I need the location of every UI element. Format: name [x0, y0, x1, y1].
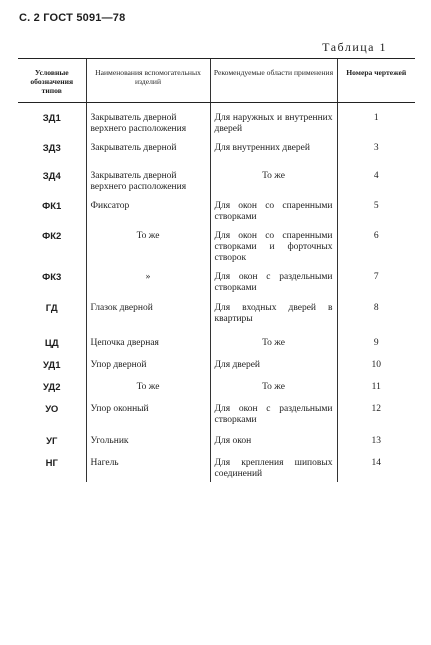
application-area-cell: Для дверей: [210, 352, 337, 374]
application-area-cell: Для внутренних дверей: [210, 135, 337, 163]
item-name-cell: То же: [86, 374, 210, 396]
application-area-cell: То же: [210, 374, 337, 396]
application-area-cell: Для окон со спаренными створками: [210, 193, 337, 223]
table-row: [18, 103, 415, 136]
item-name-cell: Нагель: [86, 450, 210, 482]
type-code-cell: УД2: [43, 382, 61, 393]
application-area-cell: Для крепления шиповых соединений: [210, 450, 337, 482]
table-row: [18, 295, 415, 330]
drawing-number-cell: 7: [337, 264, 415, 295]
drawing-number-cell: 14: [337, 450, 415, 482]
drawing-number-cell: 9: [337, 330, 415, 352]
table-title: Таблица 1: [322, 40, 387, 54]
page-header: С. 2 ГОСТ 5091—78: [19, 12, 126, 24]
drawing-number-cell: 3: [337, 135, 415, 163]
drawing-number-cell: 12: [337, 396, 415, 428]
type-code-cell: ЗД1: [42, 113, 61, 124]
drawing-number-cell: 8: [337, 295, 415, 330]
item-name-cell: Фиксатор: [86, 193, 210, 223]
application-area-cell: Для наружных и внутренних дверей: [210, 103, 337, 136]
column-header-application-area: Рекомендуемые области применения: [210, 59, 337, 103]
type-code-cell: ЗД4: [42, 171, 61, 182]
application-area-cell: То же: [210, 330, 337, 352]
item-name-cell: Закрыватель дверной: [86, 135, 210, 163]
table-row: [18, 223, 415, 264]
type-code-cell: УО: [45, 404, 59, 415]
column-header-drawing-number: Номера чертежей: [337, 59, 415, 103]
drawing-number-cell: 6: [337, 223, 415, 264]
table-row: [18, 193, 415, 223]
table-row: [18, 352, 415, 374]
drawing-number-cell: 11: [337, 374, 415, 396]
item-name-cell: Цепочка дверная: [86, 330, 210, 352]
type-code-cell: ФК3: [42, 272, 62, 283]
table-row: [18, 135, 415, 163]
drawing-number-cell: 1: [337, 103, 415, 136]
table-row: [18, 264, 415, 295]
table-row: [18, 428, 415, 450]
item-name-cell: Упор оконный: [86, 396, 210, 428]
item-name-cell: Глазок дверной: [86, 295, 210, 330]
type-code-cell: ФК2: [42, 231, 62, 242]
application-area-cell: Для окон: [210, 428, 337, 450]
type-code-cell: ФК1: [42, 201, 62, 212]
table-row: [18, 396, 415, 428]
drawing-number-cell: 13: [337, 428, 415, 450]
drawing-number-cell: 4: [337, 163, 415, 193]
column-header-item-name: Наименования вспомогательных изделий: [86, 59, 210, 103]
type-code-cell: НГ: [45, 458, 58, 469]
table-row: [18, 374, 415, 396]
table-row: [18, 330, 415, 352]
table-header-row: [18, 59, 415, 103]
drawing-number-cell: 5: [337, 193, 415, 223]
application-area-cell: То же: [210, 163, 337, 193]
type-code-cell: ЦД: [44, 338, 59, 349]
column-header-type-code: Условные обозначения типов: [18, 59, 86, 103]
type-code-cell: УГ: [46, 436, 58, 447]
type-code-cell: ГД: [45, 303, 58, 314]
application-area-cell: Для окон со спаренными створками и форточных створок: [210, 223, 337, 264]
item-name-cell: »: [86, 264, 210, 295]
application-area-cell: Для окон с раздельными створками: [210, 396, 337, 428]
item-name-cell: То же: [86, 223, 210, 264]
application-area-cell: Для окон с раздельными створками: [210, 264, 337, 295]
item-name-cell: Закрыватель дверной верхнего расположения: [86, 163, 210, 193]
table-row: [18, 163, 415, 193]
application-area-cell: Для входных дверей в квартиры: [210, 295, 337, 330]
item-name-cell: Угольник: [86, 428, 210, 450]
item-name-cell: Закрыватель дверной верхнего расположения: [86, 103, 210, 136]
table-row: [18, 450, 415, 482]
accessories-table: [18, 58, 415, 482]
item-name-cell: Упор дверной: [86, 352, 210, 374]
drawing-number-cell: 10: [337, 352, 415, 374]
type-code-cell: ЗД3: [42, 143, 61, 154]
type-code-cell: УД1: [43, 360, 61, 371]
